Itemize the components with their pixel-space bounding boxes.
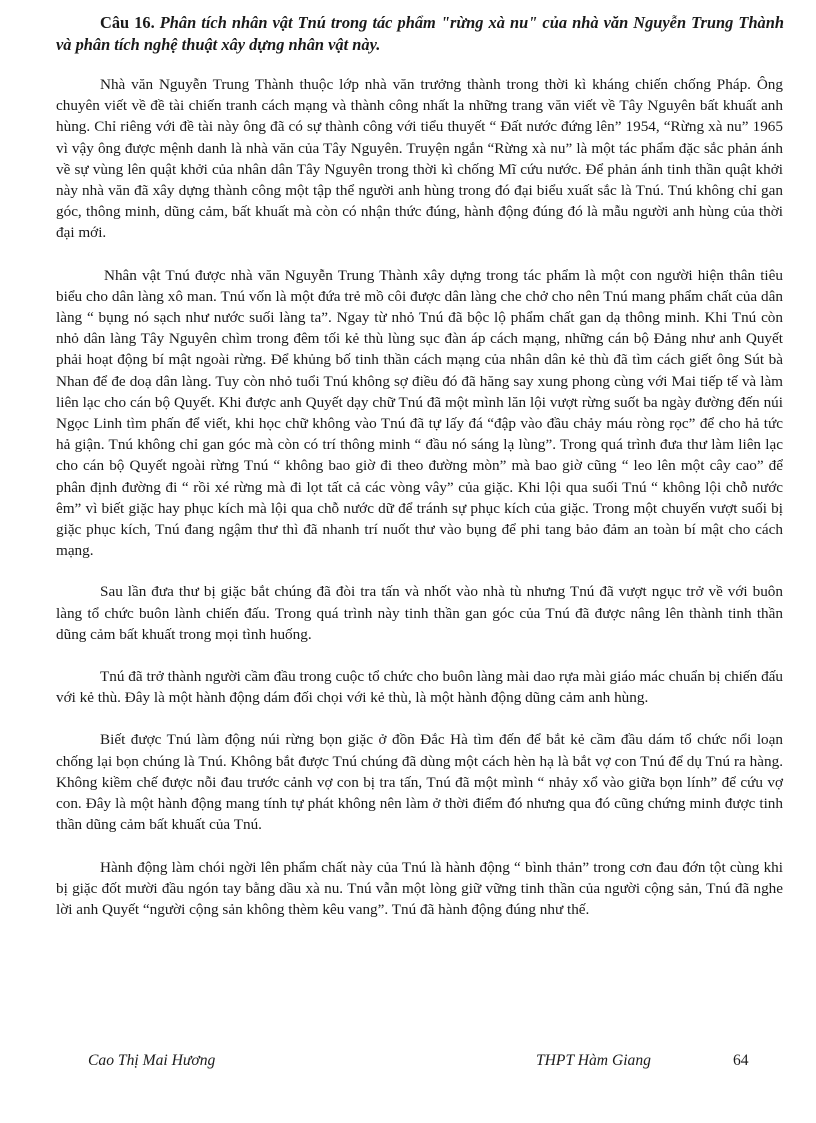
question-heading (56, 12, 784, 56)
paragraph: Tnú đã trở thành người cầm đầu trong cuộc tổ chức cho buôn làng mài dao rựa mài giáo mác chuẩn bị chiến đấu với kẻ thù. Đây là một hành động dám đối chọi với kẻ thù, là một hành động dũng cảm anh hùng. (56, 668, 783, 707)
paragraph: Sau lần đưa thư bị giặc bắt chúng đã đòi tra tấn và nhốt vào nhà tù nhưng Tnú đã vượt ngục trở về với buôn làng tổ chức buôn lành chiến đấu. Trong quá trình này tinh thần gan góc của Tnú đã được nâng lên thành tinh thần dũng cảm bất khuất trong mọi tình huống. (56, 583, 783, 643)
paragraph: Nhà văn Nguyễn Trung Thành thuộc lớp nhà văn trưởng thành trong thời kì kháng chiến chống Pháp. Ông chuyên viết về đề tài chiến tranh cách mạng và thành công nhất la những trang văn viết về Tây Nguyên bất khuất anh hùng. Chỉ riêng với đề tài này ông đã có sự thành công với tiểu thuyết “ Đất nước đứng lên” 1954, “Rừng xà nu” 1965 vì vậy ông được mệnh danh là nhà văn của Tây Nguyên. Truyện ngắn “Rừng xà nu” là một tác phẩm đặc sắc phản ánh về sự vùng lên quật khởi của nhân dân Tây Nguyên trong thời kì chống Mĩ cứu nước. Để phản ánh tinh thần quật khởi này nhà văn đã xây dựng thành công một tập thể người anh hùng trong đó đại biểu xuất sắc là Tnú. Tnú không chỉ gan góc, thông minh, dũng cảm, bất khuất mà còn có nhận thức đúng, hành động đúng đó là mẫu người anh hùng của thời đại mới. (56, 76, 783, 242)
essay-body (56, 74, 783, 941)
paragraph: Hành động làm chói ngời lên phẩm chất này của Tnú là hành động “ bình thản” trong cơn đau đớn tột cùng khi bị giặc đốt mười đầu ngón tay bằng dầu xà nu. Tnú vẫn một lòng giữ vững tinh thần của người cộng sản, Tnú đã nghe lời anh Quyết “người cộng sản không thèm kêu vang”. Tnú đã hành động đúng như thế. (56, 858, 783, 918)
paragraph: Nhân vật Tnú được nhà văn Nguyễn Trung Thành xây dựng trong tác phẩm là một con người hiện thân tiêu biểu cho dân làng xô man. Tnú vốn là một đứa trẻ mồ côi được dân làng che chở cho nên Tnú mang phẩm chất của dân làng “ bụng nó sạch như nước suối làng ta”. Ngay từ nhỏ Tnú đã bộc lộ phẩm chất gan dạ thông minh. Khi Tnú còn nhỏ dân làng Tây Nguyên chìm trong đêm tối kẻ thù lùng sục đàn áp cách mạng, những cán bộ Đảng như anh Quyết phải hoạt động bí mật ngoài rừng. Để khủng bố tinh thần cách mạng của nhân dân kẻ thù đã tìm cách giết ông Sút bà Nhan để đe doạ dân làng. Tuy còn nhỏ tuổi Tnú không sợ điều đó đã hăng say xung phong cùng với Mai tiếp tế và làm liên lạc cho cán bộ Quyết. Khi được anh Quyết dạy chữ Tnú đã một mình lăn lội vượt rừng suốt ba ngày đường đến núi Ngọc Linh tìm phấn để viết, khi học chữ không vào Tnú đã tự lấy đá “đập vào đầu chảy máu ròng rọc” để cho hả tức hả giận. Tnú không chỉ gan góc mà còn có trí thông minh “ đầu nó sáng lạ lùng”. Trong quá trình đưa thư làm liên lạc cho cán bộ Quyết ngoài rừng Tnú “ không bao giờ đi theo đường mòn” mà bao giờ cũng “ leo lên một cây cao” để phân định đường đi “ rồi xé rừng mà đi lọt tất cả các vòng vây” của giặc. Khi lội qua suối Tnú “ không lội chỗ nước êm” vì biết giặc hay phục kích mà lội qua chỗ nước dữ để tránh sự phục kích của giặc. Trong một chuyến vượt suối bị giặc phục kích, Tnú đang ngậm thư thì đã nhanh trí nuốt thư vào bụng để phi tang bảo đảm an toàn bí mật cho cách mạng. (56, 266, 783, 560)
question-text: Phân tích nhân vật Tnú trong tác phẩm "rừng xà nu" của nhà văn Nguyễn Trung Thành và phân tích nghệ thuật xây dựng nhân vật này. (56, 13, 784, 54)
question-label: Câu 16. (100, 13, 155, 32)
footer-author: Cao Thị Mai Hương (88, 1052, 216, 1069)
page-footer (0, 1052, 816, 1076)
footer-school: THPT Hàm Giang (536, 1052, 651, 1069)
paragraph: Biết được Tnú làm động núi rừng bọn giặc ở đồn Đắc Hà tìm đến để bắt kẻ cầm đầu dám tổ chức nổi loạn chống lại bọn chúng là Tnú. Không bắt được Tnú chúng đã dùng một cách hèn hạ là bắt vợ con Tnú để dụ Tnú ra hàng. Không kiềm chế được nỗi đau trước cảnh vợ con bị tra tấn, Tnú đã một mình “ nhảy xổ vào giữa bọn lính” để cứu vợ con. Đây là một hành động mang tính tự phát không nên làm ở thời điểm đó nhưng qua đó cũng chứng minh được tinh thần dũng cảm bất khuất của Tnú. (56, 731, 783, 834)
page-number: 64 (733, 1052, 749, 1069)
